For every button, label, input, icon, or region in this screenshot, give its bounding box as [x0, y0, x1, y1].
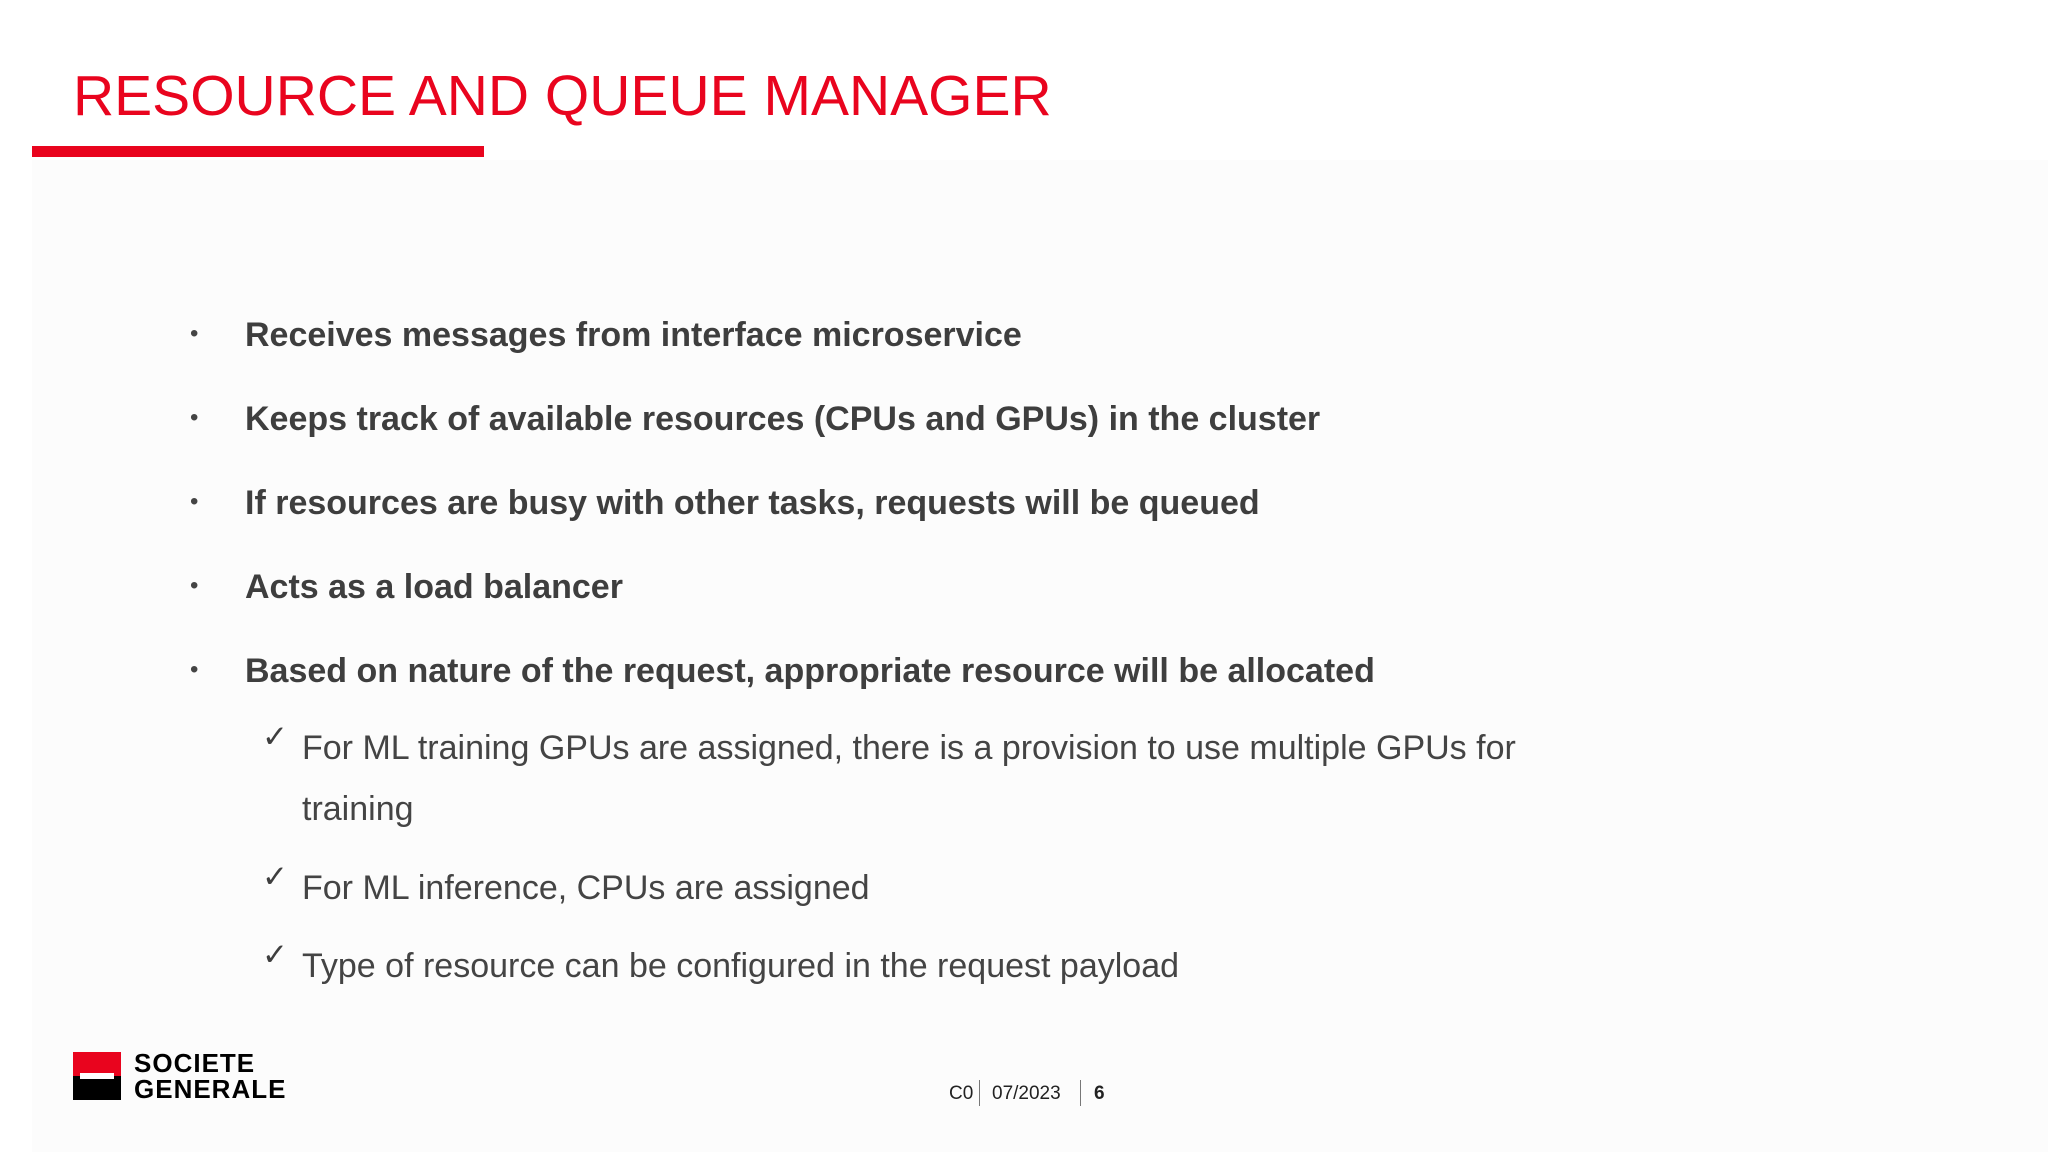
footer-separator — [1080, 1080, 1081, 1106]
logo-wordmark — [134, 1050, 286, 1102]
sub-bullet-line: training — [302, 790, 414, 828]
logo-line-2: GENERALE — [134, 1074, 287, 1104]
sub-bullet-text: For ML inference, CPUs are assigned — [302, 869, 870, 907]
slide-title: RESOURCE AND QUEUE MANAGER — [73, 64, 1052, 128]
logo-mark-band — [80, 1073, 114, 1079]
checkmark-icon: ✓ — [262, 719, 288, 754]
page-number: 6 — [1094, 1083, 1105, 1104]
bullet-dot: • — [190, 572, 199, 599]
bullet-text: Receives messages from interface microservice — [245, 316, 1022, 354]
footer-separator — [979, 1080, 980, 1106]
bullet-text: Based on nature of the request, appropriate resource will be allocated — [245, 652, 1375, 690]
bullet-text: If resources are busy with other tasks, requests will be queued — [245, 484, 1260, 522]
footer-classification: C0 — [949, 1083, 974, 1104]
title-underline — [32, 146, 484, 157]
bullet-text: Keeps track of available resources (CPUs and GPUs) in the cluster — [245, 400, 1321, 438]
societe-generale-logo — [73, 1048, 323, 1104]
bullet-dot: • — [190, 320, 199, 347]
sub-bullet-text — [302, 718, 1602, 840]
bullet-text: Acts as a load balancer — [245, 568, 623, 606]
bullet-dot: • — [190, 488, 199, 515]
logo-mark-black — [73, 1076, 121, 1100]
checkmark-icon: ✓ — [262, 937, 288, 972]
logo-line-1: SOCIETE — [134, 1048, 256, 1078]
logo-mark-icon — [73, 1052, 121, 1100]
bullet-dot: • — [190, 404, 199, 431]
bullet-dot: • — [190, 656, 199, 683]
checkmark-icon: ✓ — [262, 859, 288, 894]
sub-bullet-text: Type of resource can be configured in the request payload — [302, 947, 1180, 985]
footer-date: 07/2023 — [992, 1083, 1061, 1104]
sub-bullet-line: For ML training GPUs are assigned, there is a provision to use multiple GPUs for — [302, 729, 1516, 767]
